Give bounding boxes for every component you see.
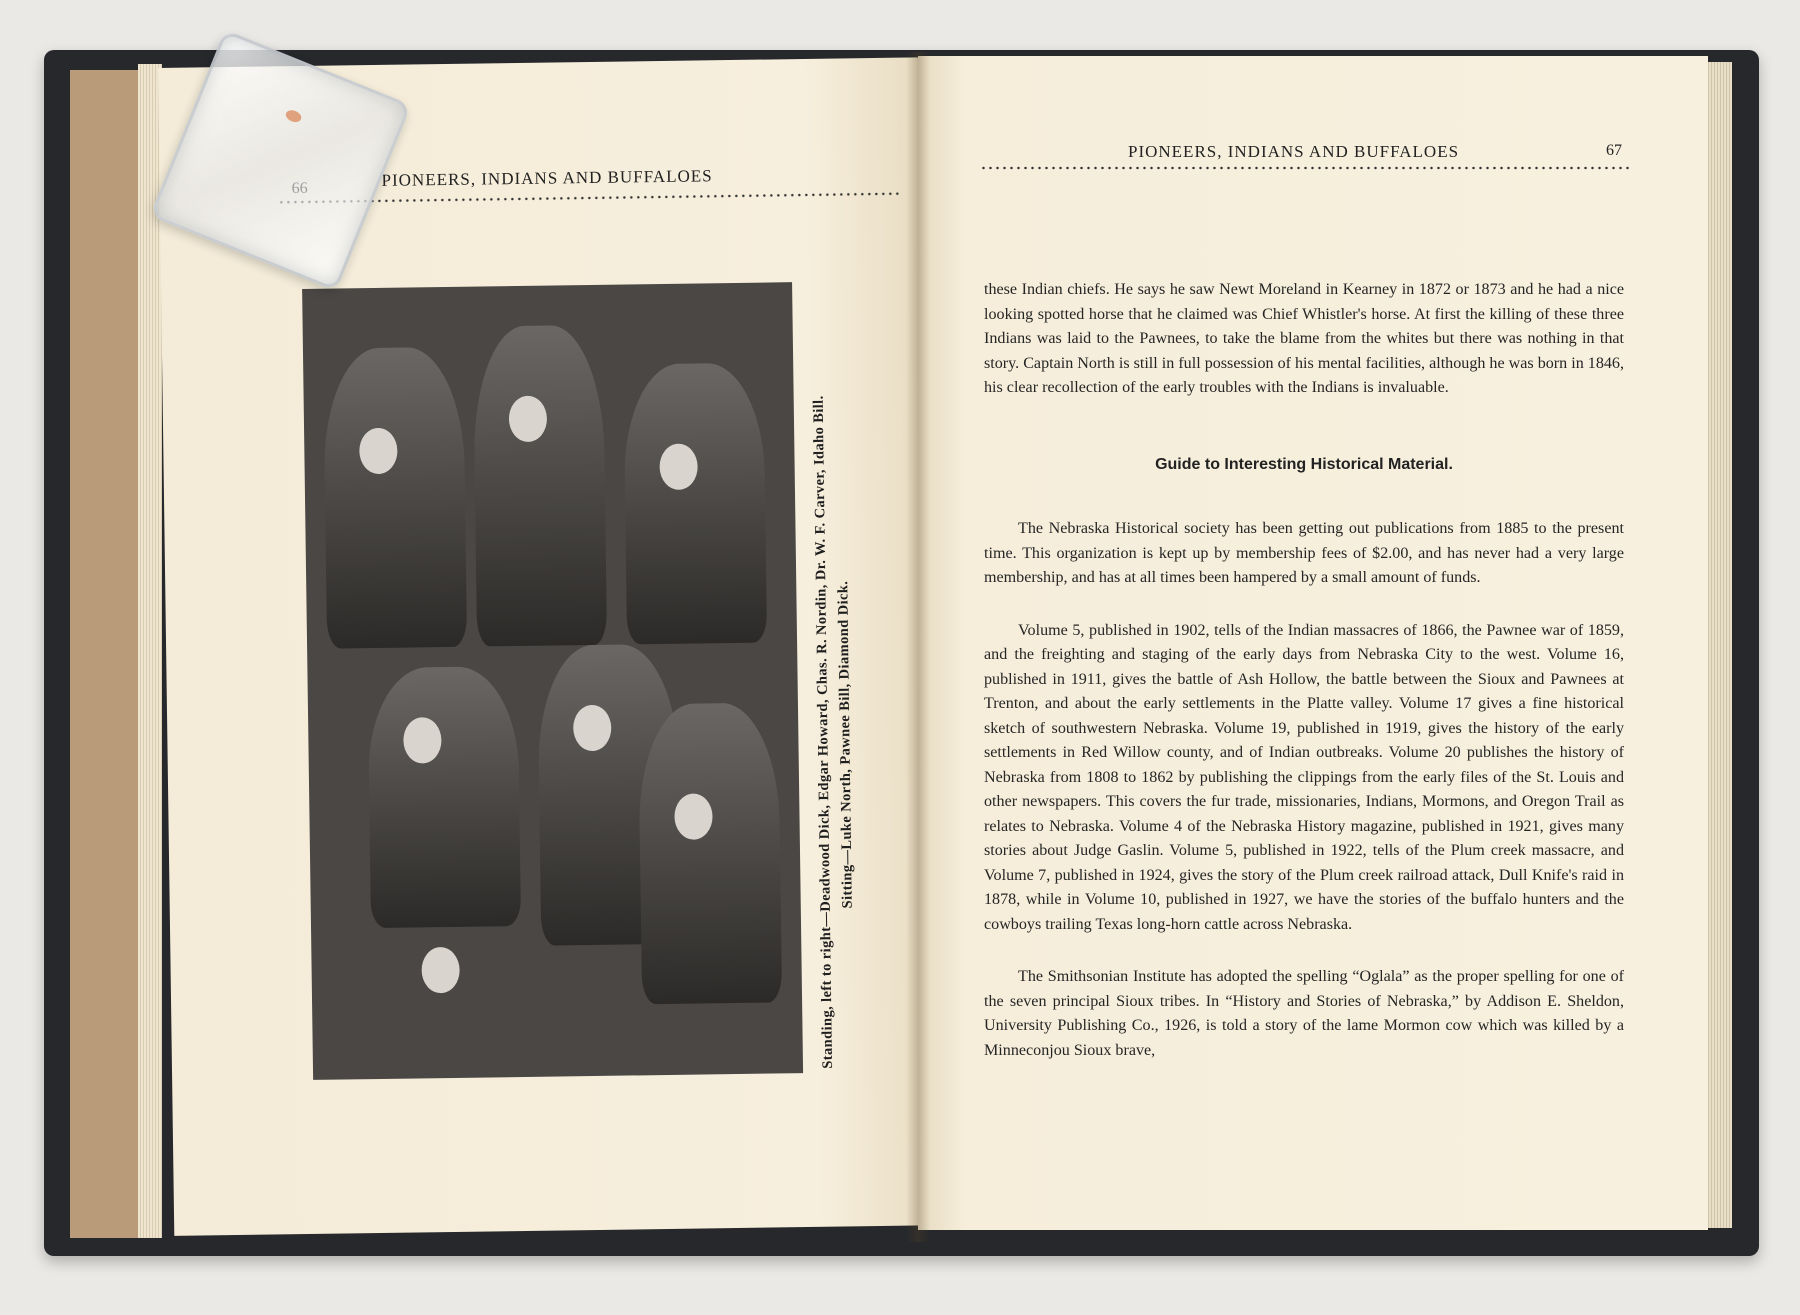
group-photograph: [302, 282, 803, 1080]
right-header-rule: [980, 166, 1630, 170]
section-heading: Guide to Interesting Historical Material.: [1155, 455, 1453, 473]
photo-caption: [801, 308, 872, 1069]
paragraph: The Smithsonian Institute has adopted the spelling “Oglala” as the proper spelling for one of the seven principal Sioux tribes. In “History and Stories of Nebraska,” by Addison E. Sheldon, University Publishing Co., 1926, is told a story of the lame Mormon cow which was killed by a Minneconjou Sioux brave,: [984, 968, 1624, 1059]
paragraph: The Nebraska Historical society has been getting out publications from 1885 to the present time. This organization is kept up by membership fees of $2.00, and has never had a very large membership, and has at all times been hampered by a small amount of funds.: [984, 520, 1624, 586]
right-page: [918, 56, 1708, 1230]
caption-sitting: Sitting—Luke North, Pawnee Bill, Diamond Dick.: [835, 580, 856, 909]
right-page-number: 67: [1606, 142, 1622, 159]
page-body-text: [984, 278, 1624, 1063]
page-edges-left: [138, 64, 162, 1238]
book-gutter: [906, 52, 930, 1242]
left-running-head: PIONEERS, INDIANS AND BUFFALOES: [381, 166, 713, 190]
glass-weight-mark: [284, 108, 303, 124]
paragraph: Volume 5, published in 1902, tells of the Indian massacres of 1866, the Pawnee war of 1859, and the freighting and staging of the early days from Nebraska City to the west. Volume 16, published in 1911, gives the battle of Ash Hollow, the battle between the Sioux and Pawnees at Trenton, and about the early settlements in the Platte valley. Volume 17 gives a fine historical sketch of southwestern Nebraska. Volume 19, published in 1919, gives the history of the early settlements in Red Willow county, and of Indian outbreaks. Volume 20 publishes the history of Nebraska from 1808 to 1862 by publishing the clippings from the early files of the St. Louis and other newspapers. This covers the fur trade, missionaries, Indians, Mormons, and Oregon Trail as relates to Nebraska. Volume 4 of the Nebraska History magazine, published in 1921, gives many stories about Judge Gaslin. Volume 5, published in 1922, tells of the Plum creek massacre, and Volume 7, published in 1924, gives the story of the Plum creek railroad attack, Dull Knife's raid in 1878, while in Volume 10, published in 1927, we have the stories of the buffalo hunters and the cowboys trailing Texas long-horn cattle across Nebraska.: [984, 621, 1624, 933]
caption-standing: Standing, left to right—Deadwood Dick, Edgar Howard, Chas. R. Nordin, Dr. W. F. Carver, Idaho Bill.: [810, 395, 837, 1069]
right-running-head: PIONEERS, INDIANS AND BUFFALOES: [1128, 142, 1460, 161]
paragraph: these Indian chiefs. He says he saw Newt Moreland in Kearney in 1872 or 1873 and he had a nice looking spotted horse that he claimed was Chief Whistler's horse. At first the killing of these three Indians was laid to the Pawnees, to take the blame from the whites but there was nothing in that story. Captain North is still in full possession of his mental facilities, although he was born in 1846, his clear recollection of the early troubles with the Indians is invaluable.: [984, 281, 1624, 396]
